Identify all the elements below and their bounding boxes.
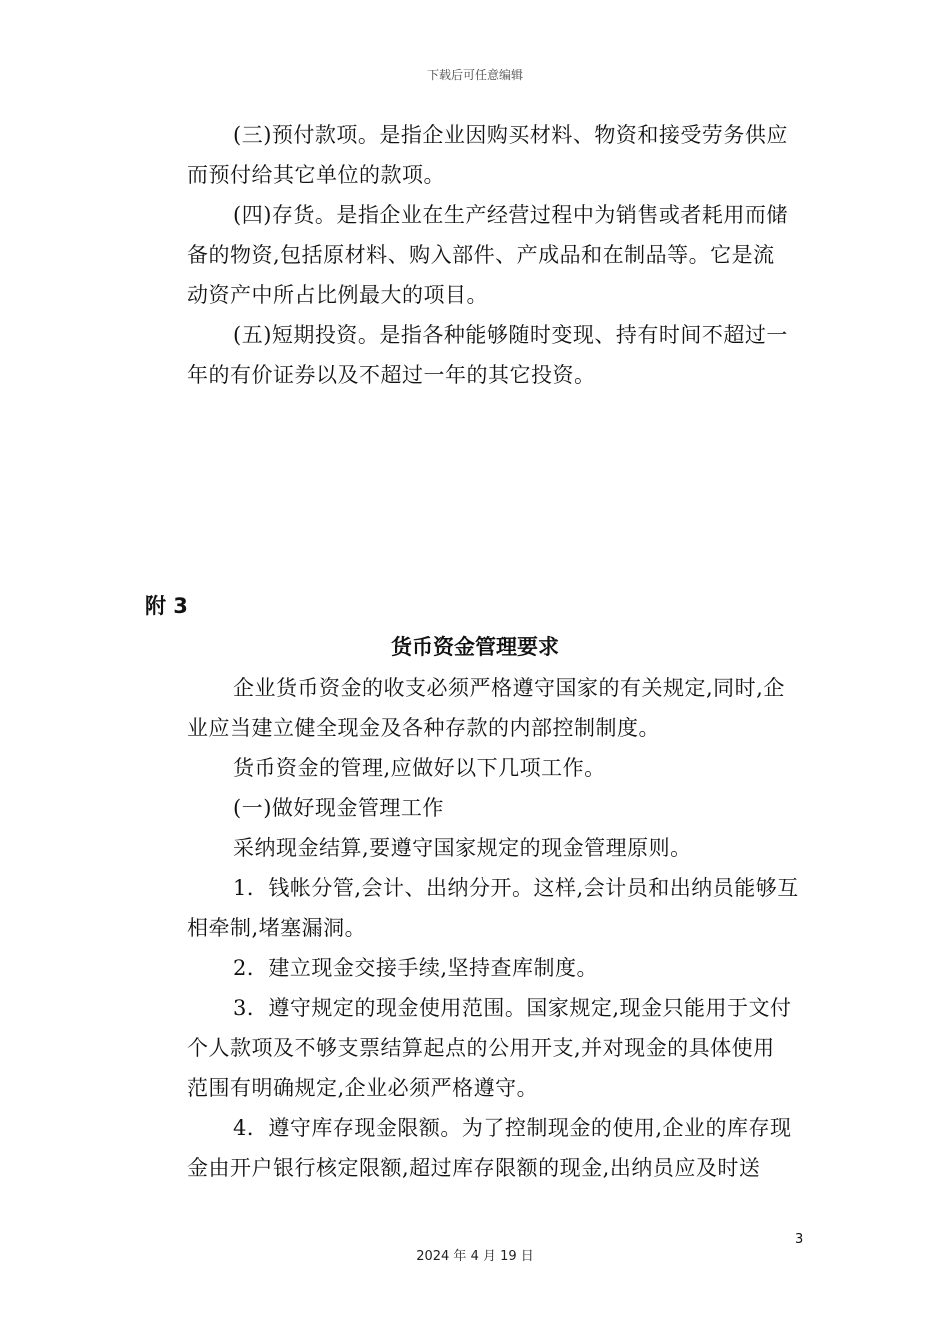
text-line: 3．遵守规定的现金使用范围。国家规定,现金只能用于文付 [233, 996, 792, 1020]
appendix-title: 货币资金管理要求 [391, 635, 559, 659]
appendix-label: 附 3 [145, 594, 188, 618]
paragraph-inventory [145, 195, 815, 315]
paragraph-heading-cash [145, 788, 815, 828]
text-line: 金由开户银行核定限额,超过库存限额的现金,出纳员应及时送 [187, 1156, 761, 1180]
list-item-2 [145, 948, 815, 988]
paragraph-management [145, 748, 815, 788]
text-line: 1．钱帐分管,会计、出纳分开。这样,会计员和出纳员能够互 [233, 876, 799, 900]
page-number: 3 [795, 1232, 804, 1247]
paragraph-prepayments [145, 115, 815, 195]
list-item-3 [145, 988, 815, 1108]
text-line: 动资产中所占比例最大的项目。 [187, 283, 488, 307]
text-line: (五)短期投资。是指各种能够随时变现、持有时间不超过一 [233, 323, 788, 347]
text-line: 业应当建立健全现金及各种存款的内部控制制度。 [187, 716, 660, 740]
text-line: 相牵制,堵塞漏洞。 [187, 916, 367, 940]
footer-date: 2024 年 4 月 19 日 [416, 1249, 534, 1264]
text-line: (四)存货。是指企业在生产经营过程中为销售或者耗用而储 [233, 203, 788, 227]
text-line: 货币资金的管理,应做好以下几项工作。 [233, 756, 606, 780]
text-line: 范围有明确规定,企业必须严格遵守。 [187, 1076, 539, 1100]
paragraph-short-term-investment [145, 315, 815, 395]
text-line: (三)预付款项。是指企业因购买材料、物资和接受劳务供应 [233, 123, 788, 147]
text-line: 采纳现金结算,要遵守国家规定的现金管理原则。 [233, 836, 692, 860]
paragraph-intro [145, 668, 815, 748]
appendix-body [145, 668, 815, 1188]
text-line: 个人款项及不够支票结算起点的公用开支,并对现金的具体使用 [187, 1036, 775, 1060]
list-item-1 [145, 868, 815, 948]
text-line: 4．遵守库存现金限额。为了控制现金的使用,企业的库存现 [233, 1116, 792, 1140]
text-line: 备的物资,包括原材料、购入部件、产成品和在制品等。它是流 [187, 243, 775, 267]
text-line: 而预付给其它单位的款项。 [187, 163, 445, 187]
text-line: (一)做好现金管理工作 [233, 796, 444, 820]
top-section [145, 115, 815, 395]
list-item-4 [145, 1108, 815, 1188]
text-line: 企业货币资金的收支必须严格遵守国家的有关规定,同时,企 [233, 676, 785, 700]
page-header: 下载后可任意编辑 [426, 68, 523, 82]
text-line: 2．建立现金交接手续,坚持查库制度。 [233, 956, 599, 980]
text-line: 年的有价证券以及不超过一年的其它投资。 [187, 363, 596, 387]
paragraph-cash-principles [145, 828, 815, 868]
